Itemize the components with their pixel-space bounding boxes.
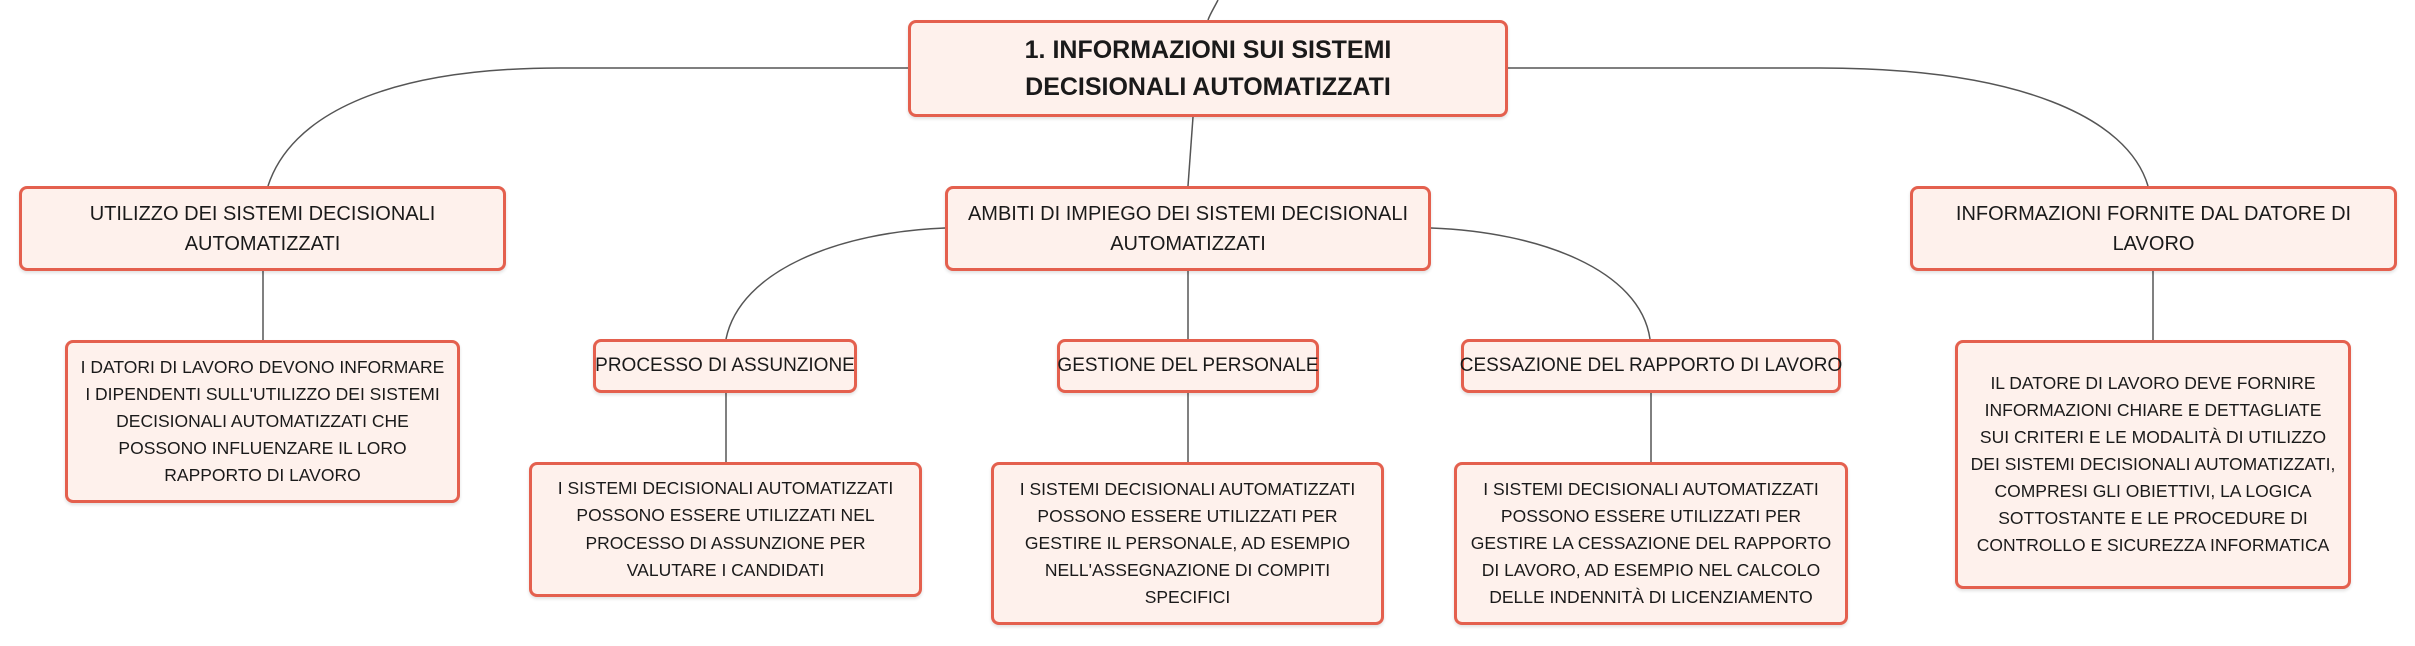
node-utilizzo[interactable] [19, 186, 506, 271]
connector-root-parent [1208, 0, 1218, 20]
node-informazioni-label: INFORMAZIONI FORNITE DAL DATORE DI LAVORO [1955, 202, 2352, 255]
connector-ambiti-cessazione [1431, 228, 1650, 339]
node-gestione-detail[interactable] [991, 462, 1384, 625]
node-utilizzo-detail[interactable] [65, 340, 460, 503]
node-cessazione-detail-text: I SISTEMI DECISIONALI AUTOMATIZZATI POSSONO ESSERE UTILIZZATI PER GESTIRE LA CESSAZIONE DEL RAPPORTO DI LAVORO, AD ESEMPIO NEL CALCOLO DELLE INDENNITÀ DI LICENZIAMENTO [1470, 478, 1832, 608]
connector-ambiti-assunzione [726, 228, 945, 339]
node-gestione-label: GESTIONE DEL PERSONALE [1057, 355, 1319, 376]
node-assunzione-detail-text: I SISTEMI DECISIONALI AUTOMATIZZATI POSSONO ESSERE UTILIZZATI NEL PROCESSO DI ASSUNZIONE PER VALUTARE I CANDIDATI [557, 478, 894, 580]
node-gestione[interactable] [1057, 339, 1319, 393]
connector-root-ambiti [1188, 117, 1193, 186]
node-assunzione[interactable] [593, 339, 857, 393]
node-utilizzo-label: UTILIZZO DEI SISTEMI DECISIONALI AUTOMATIZZATI [89, 202, 436, 255]
node-informazioni-detail-text: IL DATORE DI LAVORO DEVE FORNIRE INFORMAZIONI CHIARE E DETTAGLIATE SUI CRITERI E LE MODALITÀ DI UTILIZZO DEI SISTEMI DECISIONALI AUTOMATIZZATI, COMPRESI GLI OBIETTIVI, LA LOGICA SOTTOSTANTE E LE PROCEDURE DI CONTROLLO E SICUREZZA INFORMATICA [1970, 372, 2336, 556]
node-assunzione-detail[interactable] [529, 462, 922, 597]
connector-root-informazioni [1508, 68, 2148, 186]
root-node[interactable] [908, 20, 1508, 117]
root-title: 1. INFORMAZIONI SUI SISTEMI DECISIONALI AUTOMATIZZATI [1024, 36, 1392, 101]
node-informazioni[interactable] [1910, 186, 2397, 271]
node-cessazione[interactable] [1461, 339, 1841, 393]
node-ambiti[interactable] [945, 186, 1431, 271]
node-gestione-detail-text: I SISTEMI DECISIONALI AUTOMATIZZATI POSSONO ESSERE UTILIZZATI PER GESTIRE IL PERSONALE, AD ESEMPIO NELL'ASSEGNAZIONE DI COMPITI SPECIFICI [1019, 478, 1356, 608]
node-cessazione-label: CESSAZIONE DEL RAPPORTO DI LAVORO [1459, 355, 1843, 376]
node-informazioni-detail[interactable] [1955, 340, 2351, 589]
node-assunzione-label: PROCESSO DI ASSUNZIONE [595, 355, 855, 376]
node-cessazione-detail[interactable] [1454, 462, 1848, 625]
connector-root-utilizzo [268, 68, 908, 186]
node-utilizzo-detail-text: I DATORI DI LAVORO DEVONO INFORMARE I DIPENDENTI SULL'UTILIZZO DEI SISTEMI DECISIONALI AUTOMATIZZATI CHE POSSONO INFLUENZARE IL LORO RAPPORTO DI LAVORO [80, 356, 445, 486]
node-ambiti-label: AMBITI DI IMPIEGO DEI SISTEMI DECISIONALI AUTOMATIZZATI [967, 202, 1409, 255]
